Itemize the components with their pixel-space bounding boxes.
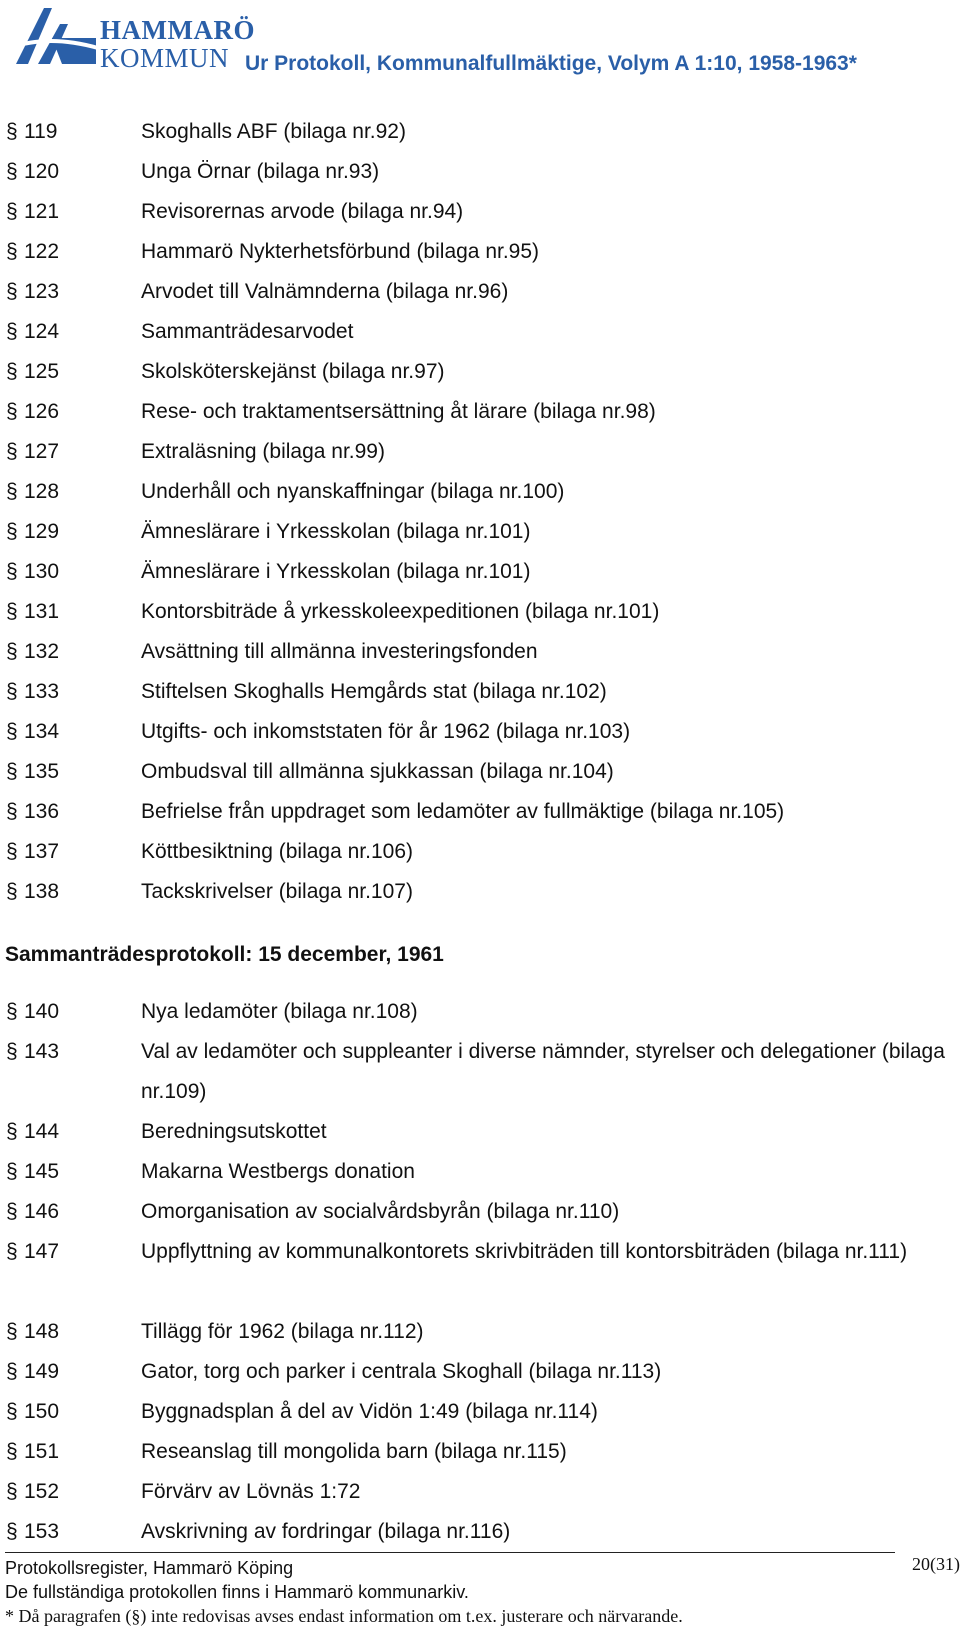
list-item <box>0 712 960 752</box>
paragraph-title: Tillägg för 1962 (bilaga nr.112) <box>141 1320 424 1343</box>
paragraph-title: Skoghalls ABF (bilaga nr.92) <box>141 120 406 143</box>
paragraph-number: 147 <box>24 1240 60 1263</box>
paragraph-number: 152 <box>24 1480 60 1503</box>
paragraph-title: Nya ledamöter (bilaga nr.108) <box>141 1000 418 1023</box>
paragraph-title: Avskrivning av fordringar (bilaga nr.116) <box>141 1520 511 1543</box>
paragraph-number: 129 <box>24 520 60 543</box>
list-item <box>0 992 960 1032</box>
list-item <box>0 592 960 632</box>
section-symbol: § <box>6 120 18 143</box>
section-symbol: § <box>6 200 18 223</box>
section-symbol: § <box>6 1240 18 1263</box>
paragraph-number: 130 <box>24 560 60 583</box>
list-item <box>0 472 960 512</box>
section-symbol: § <box>6 1320 18 1343</box>
paragraph-number: 124 <box>24 320 60 343</box>
paragraph-number: 140 <box>24 1000 60 1023</box>
paragraph-title: Underhåll och nyanskaffningar (bilaga nr.100) <box>141 480 565 503</box>
footer-archive-note: De fullständiga protokollen finns i Hammarö kommunarkiv. <box>5 1582 469 1602</box>
list-item <box>0 1472 960 1512</box>
paragraph-title: Ämneslärare i Yrkesskolan (bilaga nr.101) <box>141 520 531 543</box>
section-symbol: § <box>6 1120 18 1143</box>
list-item <box>0 1512 960 1552</box>
paragraph-number: 153 <box>24 1520 60 1543</box>
list-item <box>0 752 960 792</box>
section-symbol: § <box>6 1480 18 1503</box>
paragraph-number: 125 <box>24 360 60 383</box>
page-number: 20(31) <box>912 1554 960 1574</box>
paragraph-title: Uppflyttning av kommunalkontorets skrivbiträden till kontorsbiträden (bilaga nr.111) <box>141 1240 908 1263</box>
section-symbol: § <box>6 1040 18 1063</box>
paragraph-number: 128 <box>24 480 60 503</box>
hammaro-logo <box>8 4 255 73</box>
section-symbol: § <box>6 440 18 463</box>
paragraph-title: Köttbesiktning (bilaga nr.106) <box>141 840 414 863</box>
paragraph-title: Sammanträdesarvodet <box>141 320 354 343</box>
page-title: Ur Protokoll, Kommunalfullmäktige, Volym A 1:10, 1958-1963* <box>245 52 857 75</box>
paragraph-title: Arvodet till Valnämnderna (bilaga nr.96) <box>141 280 509 303</box>
list-item <box>0 112 960 152</box>
list-item <box>0 1152 960 1192</box>
list-item <box>0 352 960 392</box>
paragraph-number: 126 <box>24 400 60 423</box>
logo-mark-icon <box>8 4 100 68</box>
section-symbol: § <box>6 640 18 663</box>
paragraph-number: 133 <box>24 680 60 703</box>
paragraph-title: Reseanslag till mongolida barn (bilaga nr.115) <box>141 1440 567 1463</box>
paragraph-title: Revisorernas arvode (bilaga nr.94) <box>141 200 464 223</box>
list-item <box>0 872 960 912</box>
paragraph-title: Ämneslärare i Yrkesskolan (bilaga nr.101) <box>141 560 531 583</box>
list-item <box>0 1392 960 1432</box>
list-item <box>0 1432 960 1472</box>
paragraph-title: Kontorsbiträde å yrkesskoleexpeditionen (bilaga nr.101) <box>141 600 660 623</box>
section-symbol: § <box>6 1000 18 1023</box>
paragraph-title: Omorganisation av socialvårdsbyrån (bilaga nr.110) <box>141 1200 620 1223</box>
section-heading: Sammanträdesprotokoll: 15 december, 1961 <box>5 943 444 966</box>
list-item <box>0 1192 960 1232</box>
list-item <box>0 152 960 192</box>
section-symbol: § <box>6 320 18 343</box>
list-item <box>0 1032 960 1112</box>
paragraph-title: Utgifts- och inkomststaten för år 1962 (bilaga nr.103) <box>141 720 631 743</box>
paragraph-title: Val av ledamöter och suppleanter i diverse nämnder, styrelser och delegationer (bilaga nr.109) <box>141 1040 945 1103</box>
paragraph-title: Skolsköterskejänst (bilaga nr.97) <box>141 360 445 383</box>
footer-divider <box>5 1552 895 1553</box>
paragraph-title: Hammarö Nykterhetsförbund (bilaga nr.95) <box>141 240 540 263</box>
section-symbol: § <box>6 880 18 903</box>
paragraph-number: 131 <box>24 600 60 623</box>
list-item <box>0 1232 960 1312</box>
list-item <box>0 552 960 592</box>
list-item <box>0 832 960 872</box>
paragraph-title: Stiftelsen Skoghalls Hemgårds stat (bilaga nr.102) <box>141 680 607 703</box>
list-item <box>0 312 960 352</box>
paragraph-number: 151 <box>24 1440 60 1463</box>
paragraph-number: 127 <box>24 440 60 463</box>
paragraph-number: 145 <box>24 1160 60 1183</box>
list-item <box>0 1352 960 1392</box>
section-symbol: § <box>6 280 18 303</box>
footer-asterisk-note: * Då paragrafen (§) inte redovisas avses endast information om t.ex. justerare och närvarande. <box>5 1606 683 1626</box>
paragraph-list-top <box>0 112 960 912</box>
paragraph-number: 134 <box>24 720 60 743</box>
list-item <box>0 192 960 232</box>
list-item <box>0 632 960 672</box>
section-symbol: § <box>6 1360 18 1383</box>
paragraph-number: 146 <box>24 1200 60 1223</box>
section-symbol: § <box>6 480 18 503</box>
section-symbol: § <box>6 360 18 383</box>
paragraph-number: 121 <box>24 200 60 223</box>
section-symbol: § <box>6 1160 18 1183</box>
section-symbol: § <box>6 1520 18 1543</box>
paragraph-number: 123 <box>24 280 60 303</box>
logo-text-kommun: KOMMUN <box>100 43 230 73</box>
paragraph-number: 136 <box>24 800 60 823</box>
list-item <box>0 672 960 712</box>
paragraph-title: Gator, torg och parker i centrala Skoghall (bilaga nr.113) <box>141 1360 662 1383</box>
paragraph-number: 138 <box>24 880 60 903</box>
section-symbol: § <box>6 760 18 783</box>
paragraph-number: 148 <box>24 1320 60 1343</box>
paragraph-number: 144 <box>24 1120 60 1143</box>
paragraph-title: Makarna Westbergs donation <box>141 1160 415 1183</box>
section-symbol: § <box>6 1400 18 1423</box>
section-symbol: § <box>6 560 18 583</box>
paragraph-title: Tackskrivelser (bilaga nr.107) <box>141 880 413 903</box>
paragraph-title: Beredningsutskottet <box>141 1120 327 1143</box>
paragraph-title: Extraläsning (bilaga nr.99) <box>141 440 385 463</box>
page-header <box>0 0 960 90</box>
section-symbol: § <box>6 160 18 183</box>
section-symbol: § <box>6 520 18 543</box>
section-symbol: § <box>6 800 18 823</box>
paragraph-number: 120 <box>24 160 60 183</box>
paragraph-number: 150 <box>24 1400 60 1423</box>
list-item <box>0 392 960 432</box>
paragraph-list-bottom <box>0 992 960 1552</box>
section-symbol: § <box>6 400 18 423</box>
paragraph-number: 137 <box>24 840 60 863</box>
paragraph-title: Befrielse från uppdraget som ledamöter av fullmäktige (bilaga nr.105) <box>141 800 785 823</box>
paragraph-number: 149 <box>24 1360 60 1383</box>
list-item <box>0 512 960 552</box>
section-symbol: § <box>6 240 18 263</box>
list-item <box>0 792 960 832</box>
list-item <box>0 232 960 272</box>
list-item <box>0 1312 960 1352</box>
paragraph-number: 132 <box>24 640 60 663</box>
paragraph-title: Rese- och traktamentsersättning åt lärare (bilaga nr.98) <box>141 400 656 423</box>
section-symbol: § <box>6 840 18 863</box>
paragraph-title: Avsättning till allmänna investeringsfonden <box>141 640 538 663</box>
section-symbol: § <box>6 1440 18 1463</box>
list-item <box>0 1112 960 1152</box>
page-footer <box>0 1548 960 1629</box>
paragraph-title: Byggnadsplan å del av Vidön 1:49 (bilaga nr.114) <box>141 1400 598 1423</box>
paragraph-title: Förvärv av Lövnäs 1:72 <box>141 1480 361 1503</box>
footer-register-title: Protokollsregister, Hammarö Köping <box>5 1558 294 1578</box>
section-symbol: § <box>6 600 18 623</box>
paragraph-number: 119 <box>24 120 58 143</box>
section-symbol: § <box>6 680 18 703</box>
list-item <box>0 432 960 472</box>
paragraph-title: Unga Örnar (bilaga nr.93) <box>141 160 380 183</box>
section-symbol: § <box>6 720 18 743</box>
paragraph-number: 143 <box>24 1040 60 1063</box>
logo-text-hammaro: HAMMARÖ <box>100 15 255 45</box>
list-item <box>0 272 960 312</box>
section-symbol: § <box>6 1200 18 1223</box>
paragraph-number: 122 <box>24 240 60 263</box>
paragraph-title: Ombudsval till allmänna sjukkassan (bilaga nr.104) <box>141 760 614 783</box>
paragraph-number: 135 <box>24 760 60 783</box>
